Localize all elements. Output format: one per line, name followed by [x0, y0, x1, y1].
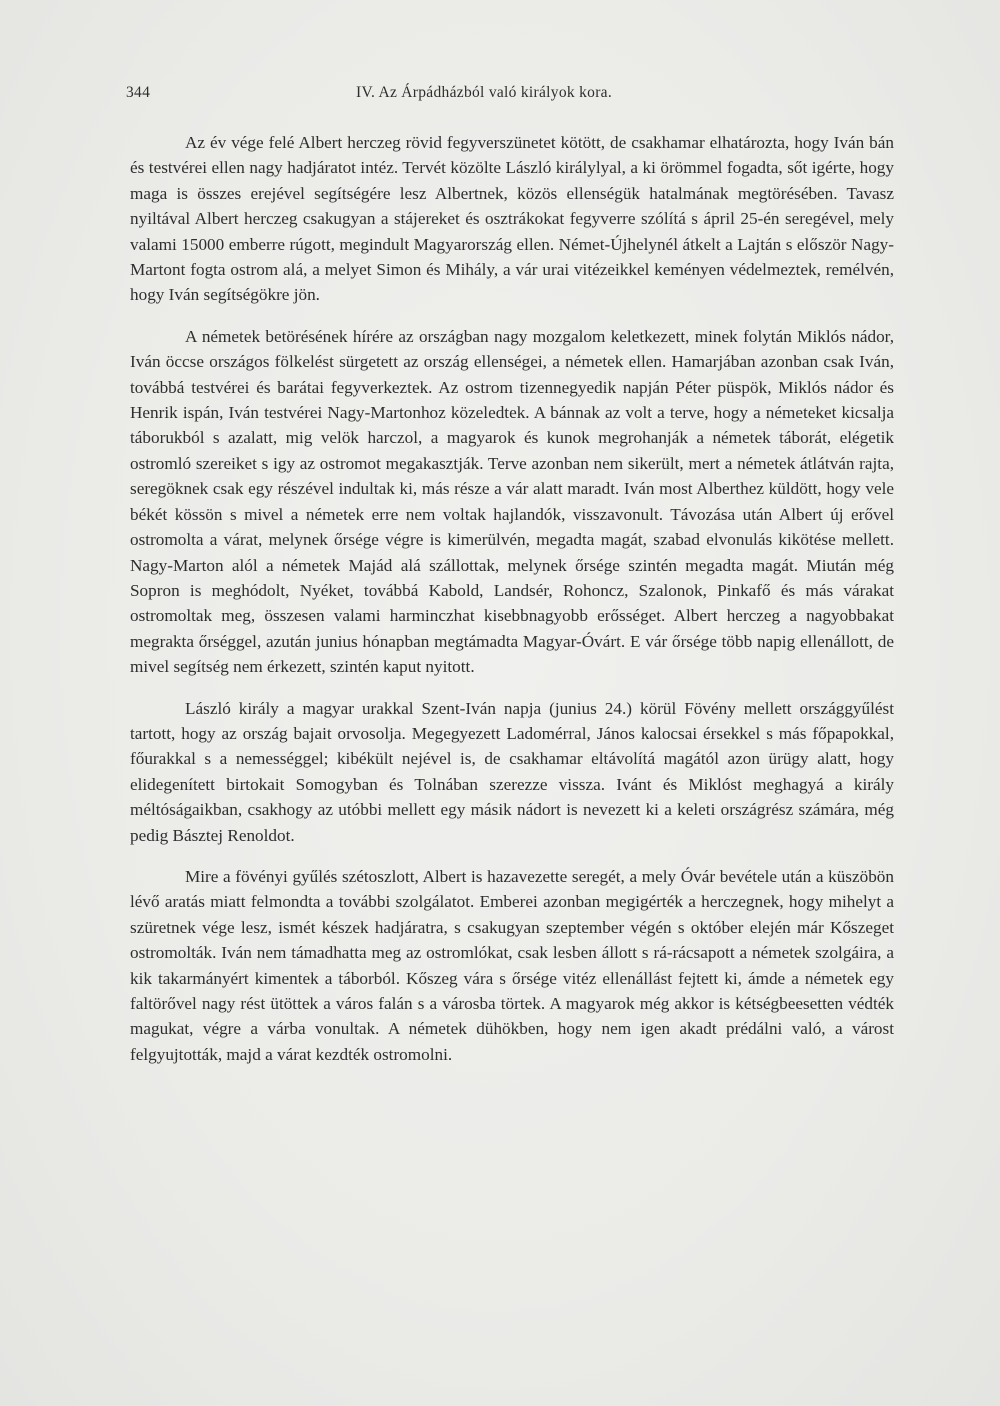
paragraph: László király a magyar urakkal Szent-Iván napja (junius 24.) körül Fövény mellett országgyűlést tartott, hogy az ország bajait orvosolja. Megegyezett Ladomérral, János kalocsai érsekkel s más főpapokkal, főurakkal s a nemességgel; kibékült nejével is, de csakhamar eltávolítá magától azon ürügy alatt, hogy elidegenített birtokait Somogyban és Tolnában szerezze vissza. Ivánt és Miklóst meghagyá a király méltóságaikban, csakhogy az utóbbi mellett egy másik nádort is nevezett ki a keleti országrész számára, még pedig Básztej Renoldot. [130, 698, 894, 845]
running-head: IV. Az Árpádházból való királyok kora. [356, 84, 613, 101]
paragraph: Mire a fövényi gyűlés szétoszlott, Albert is hazavezette seregét, a mely Óvár bevétele után a küszöbön lévő aratás miatt felmondta a további szolgálatot. Emberei azonban megigérték a herczegnek, hogy mihelyt a szüretnek vége lesz, ismét készek hadjáratra, s csakugyan szeptember végén s október elején már Kőszeget ostromolták. Iván nem támadhatta meg az ostromlókat, csak lesben állott s rá-rácsapott a németek szolgáira, a kik takarmányért kimentek a táborból. Kőszeg vára s őrsége vitéz ellenállást fejtett ki, ámde a németek egy faltörővel nagy rést ütöttek a város falán s a városba törtek. A magyarok még akkor is kétségbeesetten védték magukat, végre a várba vonultak. A németek dühökben, hogy nem igen akadt prédálni való, a várost felgyujtották, majd a várat kezdték ostromolni. [130, 866, 894, 1064]
page-number: 344 [126, 84, 151, 101]
page-header [126, 84, 895, 108]
paragraph: Az év vége felé Albert herczeg rövid fegyverszünetet kötött, de csakhamar elhatározta, hogy Iván bán és testvérei ellen nagy hadjáratot intéz. Tervét közölte László királylyal, a ki örömmel fogadta, sőt igérte, hogy maga is összes erejével segítségére lesz Albertnek, közös ellenségük hatalmának megtörésében. Tavasz nyiltával Albert herczeg csakugyan a stájereket és osztrákokat fegyverre szólítá s ápril 25-én seregével, mely valami 15000 emberre rúgott, megindult Magyarország ellen. Német-Újhelynél átkelt a Lajtán s először Nagy-Martont fogta ostrom alá, a melyet Simon és Mihály, a vár urai vitézeikkel keményen védelmeztek, remélvén, hogy Iván segítségökre jön. [130, 133, 894, 305]
body-text [130, 130, 894, 1067]
paragraph: A németek betörésének hírére az országban nagy mozgalom keletkezett, minek folytán Miklós nádor, Iván öccse országos fölkelést sürgetett az ország ellenségei, a németek ellen. Hamarjában azonban csak Iván, továbbá testvérei és barátai fegyverkeztek. Az ostrom tizennegyedik napján Péter püspök, Miklós nádor és Henrik ispán, Iván testvérei Nagy-Martonhoz közeledtek. A bánnak az volt a terve, hogy a németeket kicsalja táborukból s azalatt, mig velök harczol, a magyarok és kunok megrohanják a németek táborát, elégetik ostromló szereiket s igy az ostromot megakasztják. Terve azonban nem sikerült, mert a németek átlátván rajta, seregöknek csak egy részével indultak ki, más része a vár alatt maradt. Iván most Alberthez küldött, hogy vele békét kössön s mivel a németek erre nem voltak hajlandók, visszavonult. Távozása után Albert új erővel ostromolta a várat, melynek őrsége végre is kimerülvén, megadta magát, szabad elvonulás kikötése mellett. Nagy-Marton alól a németek Majád alá szállottak, melynek őrsége szintén megadta magát. Miután még Sopron is meghódolt, Nyéket, továbbá Kabold, Landsér, Rohoncz, Szalonok, Pinkafő és más várakat ostromoltak meg, összesen valami harminczhat kisebbnagyobb erősséget. Albert herczeg a nagyobbakat megrakta őrséggel, azután junius hónapban megtámadta Magyar-Óvárt. E vár őrsége több napig ellenállott, de mivel segítség nem érkezett, szintén kaput nyitott. [130, 326, 894, 677]
